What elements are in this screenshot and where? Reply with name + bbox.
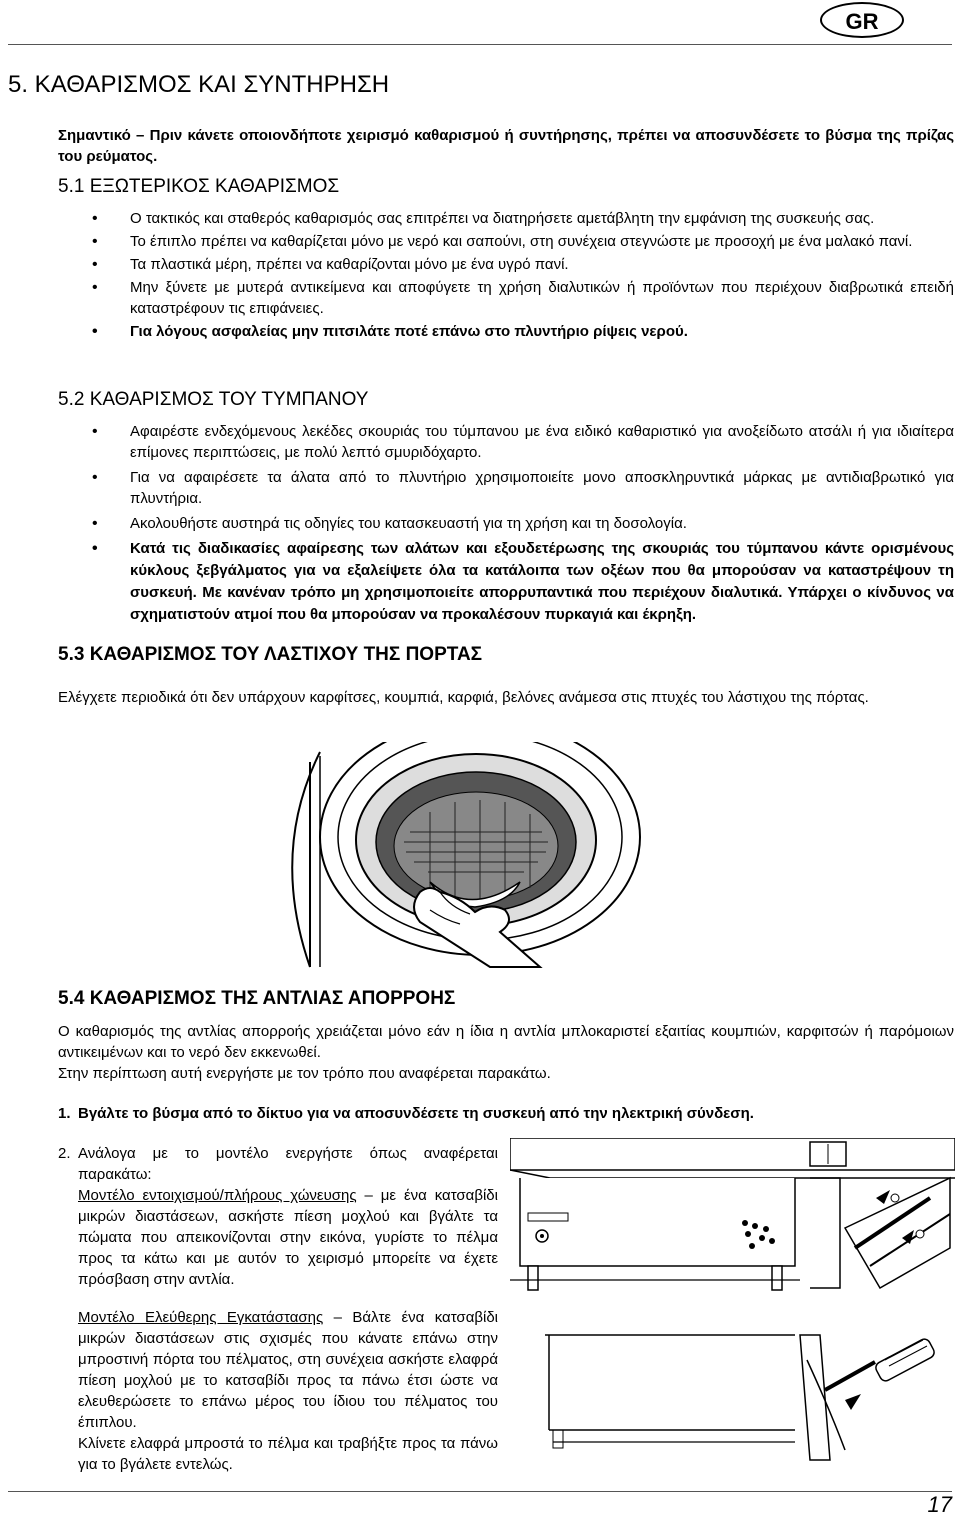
header-rule [8, 44, 952, 45]
list-item: • Κατά τις διαδικασίες αφαίρεσης των αλάτων και εξουδετέρωσης της σκουριάς του τύμπανου κάντε ορισμένους κύκλους ξεβγάλματος για να εξαλείψετε όλα τα κατάλοιπα των οξέων που θα μπορούσαν να καταστρέψουν τη συσκευή. Με κανέναν τρόπο μη χρησιμοποιείτε απορρυπαντικά που περιέχουν διαλυτικά. Υπάρχει ο κίνδυνος να σχηματιστούν ατμοί που θα μπορούσαν να προκαλέσουν πυρκαγιά και έκρηξη. [58, 538, 954, 626]
pump-intro-text: Ο καθαρισμός της αντλίας απορροής χρειάζεται μόνο εάν η ίδια η αντλία μπλοκαριστεί εξαιτίας κουμπιών, καρφιτσών ή παρόμοιων αντικειμένων και το νερό δεν εκκενωθεί. [58, 1023, 954, 1061]
freestanding-model-text [78, 1307, 498, 1475]
footer-rule [8, 1491, 952, 1492]
freestanding-plinth-illustration [545, 1330, 950, 1465]
built-in-plinth-illustration [510, 1138, 955, 1298]
pump-intro-text-2: Στην περίπτωση αυτή ενεργήστε με τον τρόπο που αναφέρεται παρακάτω. [58, 1065, 551, 1082]
list-item: • Για να αφαιρέσετε τα άλατα από το πλυντήριο χρησιμοποιείτε μονο αποσκληρυντικά μάρκας με αντιδιαβρωτικό για πλυντήρια. [58, 467, 954, 509]
step-1-text: Βγάλτε το βύσμα από το δίκτυο για να αποσυνδέσετε τη συσκευή από την ηλεκτρική σύνδεση. [78, 1105, 754, 1122]
list-item: • Για λόγους ασφαλείας μην πιτσιλάτε ποτέ επάνω στο πλυντήριο ρίψεις νερού. [58, 321, 954, 342]
list-item: • Το έπιπλο πρέπει να καθαρίζεται μόνο με νερό και σαπούνι, στη συνέχεια στεγνώστε με προσοχή με ένα μαλακό πανί. [58, 231, 954, 252]
language-badge: GR [820, 2, 904, 38]
freestanding-model-label: Μοντέλο Ελεύθερης Εγκατάστασης [78, 1309, 324, 1326]
built-in-model-label: Μοντέλο εντοιχισμού/πλήρους χώνευσης [78, 1187, 357, 1204]
important-note: Σημαντικό – Πριν κάνετε οποιονδήποτε χειρισμό καθαρισμού ή συντήρησης, πρέπει να αποσυνδέσετε το βύσμα της πρίζας του ρεύματος. [58, 127, 954, 165]
freestanding-model-desc: – Βάλτε ένα κατσαβίδι μικρών διαστάσεων στις σχισμές που κάνατε επάνω στην μπροστινή πόρτα του πέλματος, στη συνέχεια ασκήστε ελαφρά πίεση μοχλού με το κατσαβίδι προς τα πάνω έτσι ώστε να ελευθερώσετε το επάνω μέρος του ίδιου του πέλματος του έπιπλου. [78, 1309, 499, 1431]
built-in-model-text: – με ένα κατσαβίδι μικρών διαστάσεων, ασκήστε πίεση μοχλού και βγάλτε τα πώματα που απεικονίζονται στην εικόνα, γυρίστε το πέλμα προς τα κάτω και με αυτόν το χειρισμό μπορείτε να έχετε πρόσβαση στην αντλία. [78, 1187, 498, 1288]
list-item: • Μην ξύνετε με μυτερά αντικείμενα και αποφύγετε τη χρήση διαλυτικών ή προϊόντων που περιέχουν διαβρωτικά επειδή καταστρέφουν τις επιφάνειες. [58, 277, 954, 319]
section-heading-5-1: 5.1 ΕΞΩΤΕΡΙΚΟΣ ΚΑΘΑΡΙΣΜΟΣ [58, 176, 340, 197]
door-seal-text: Ελέγχετε περιοδικά ότι δεν υπάρχουν καρφίτσες, κουμπιά, καρφιά, βελόνες ανάμεσα στις πτυχές του λάστιχου της πόρτας. [58, 689, 869, 706]
step-2-text [78, 1143, 498, 1290]
list-item: • Τα πλαστικά μέρη, πρέπει να καθαρίζονται μόνο με ένα υγρό πανί. [58, 254, 954, 275]
section-heading-5-3: 5.3 ΚΑΘΑΡΙΣΜΟΣ ΤΟΥ ΛΑΣΤΙΧΟΥ ΤΗΣ ΠΟΡΤΑΣ [58, 644, 483, 665]
section-heading-5-2: 5.2 ΚΑΘΑΡΙΣΜΟΣ ΤΟΥ ΤΥΜΠΑΝΟΥ [58, 389, 369, 410]
step-2-lead: Ανάλογα με το μοντέλο ενεργήστε όπως αναφέρεται παρακάτω: [78, 1145, 498, 1183]
section-heading-5-4: 5.4 ΚΑΘΑΡΙΣΜΟΣ ΤΗΣ ΑΝΤΛΙΑΣ ΑΠΟΡΡΟΗΣ [58, 988, 456, 1009]
page-number: 17 [927, 1492, 952, 1517]
page-title: 5. ΚΑΘΑΡΙΣΜΟΣ ΚΑΙ ΣΥΝΤΗΡΗΣΗ [8, 71, 390, 98]
drum-cleaning-list [58, 421, 954, 626]
list-item: • Αφαιρέστε ενδεχόμενους λεκέδες σκουριάς του τύμπανου με ένα ειδικό καθαριστικό για ανοξείδωτο ατσάλι ή για ιδιαίτερα επίμονες περιπτώσεις, με πολύ λεπτό σμυριδόχαρτο. [58, 421, 954, 463]
list-item: • Ο τακτικός και σταθερός καθαρισμός σας επιτρέπει να διατηρήσετε αμετάβλητη την εμφάνιση της συσκευής σας. [58, 208, 954, 229]
step-2-number: 2. [58, 1145, 71, 1162]
door-seal-illustration [280, 742, 680, 972]
exterior-cleaning-list [58, 208, 954, 342]
step-1-number: 1. [58, 1105, 71, 1122]
freestanding-model-desc-2: Κλίνετε ελαφρά μπροστά το πέλμα και τραβήξτε προς τα πάνω για το βγάλετε εντελώς. [78, 1435, 498, 1473]
list-item: • Ακολουθήστε αυστηρά τις οδηγίες του κατασκευαστή για τη χρήση και τη δοσολογία. [58, 513, 954, 534]
